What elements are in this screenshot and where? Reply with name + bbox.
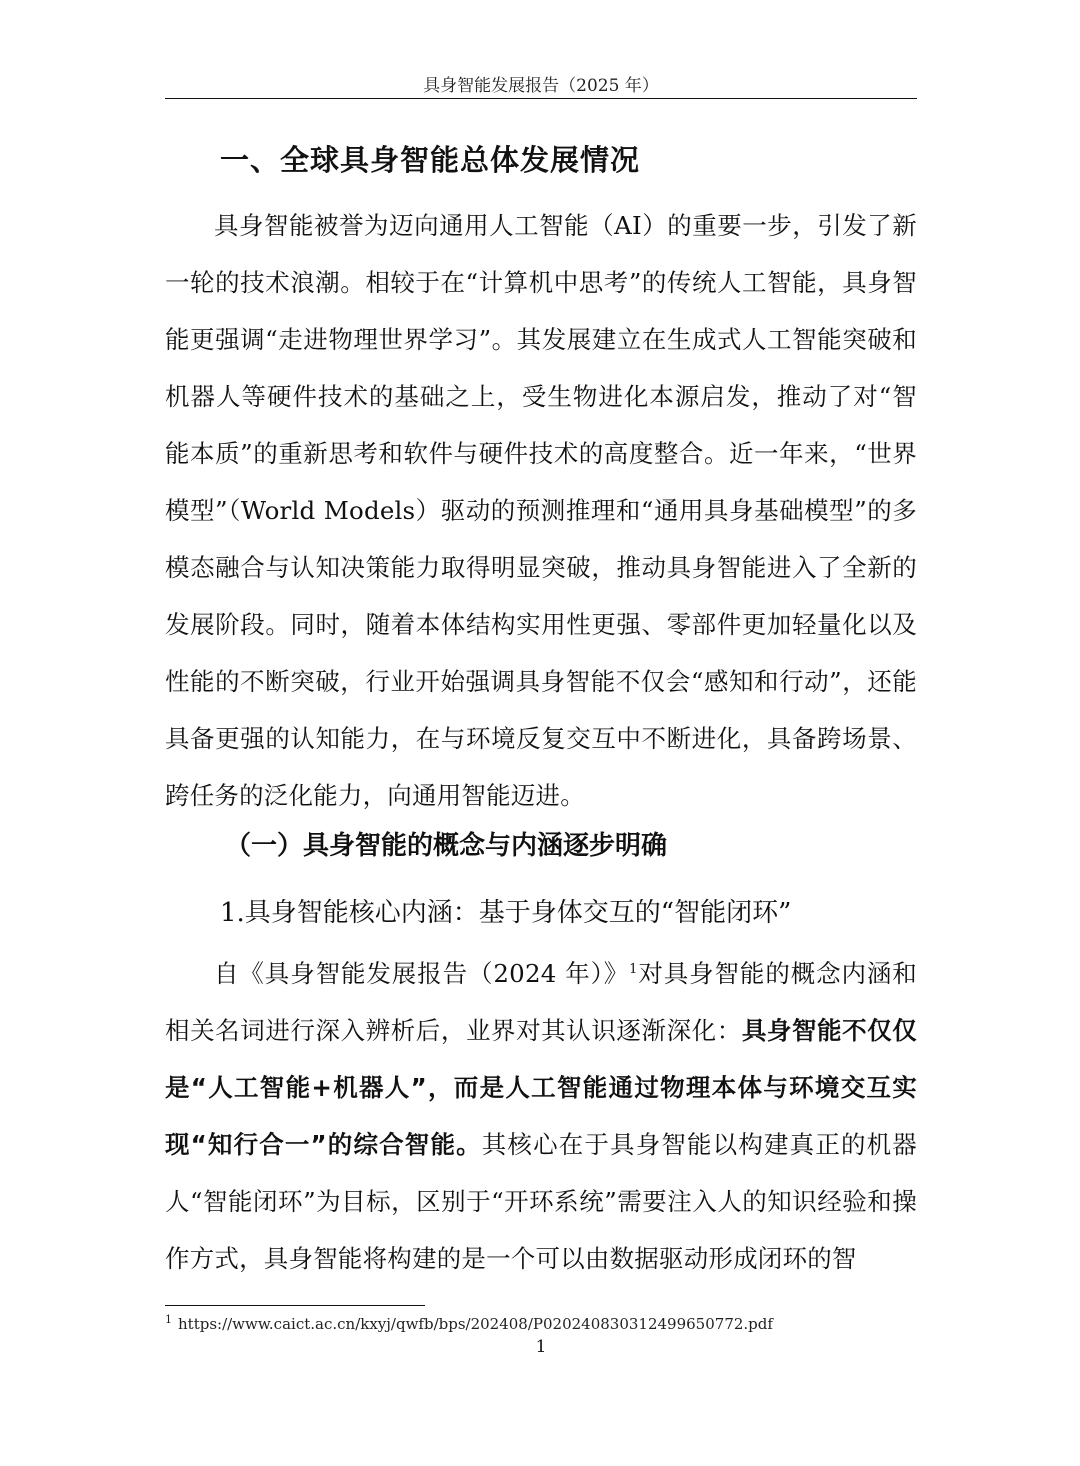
- paragraph-text-part1: 自《具身智能发展报告（2024 年）》: [214, 959, 630, 988]
- footnote-number: 1: [165, 1313, 172, 1326]
- page-number: 1: [535, 1337, 547, 1357]
- body-paragraph: [165, 945, 917, 1287]
- running-header: 具身智能发展报告（2025 年）: [423, 76, 659, 96]
- footnote: [165, 1314, 925, 1334]
- footnote-link[interactable]: https://www.caict.ac.cn/kxyj/qwfb/bps/202408/P020240830312499650772.pdf: [178, 1315, 773, 1333]
- paragraph-bold-text: 具身智能不仅仅是“人工智能+机器人”，而是人工智能通过物理本体与环境交互实现“知行合一”的综合智能。: [165, 1016, 917, 1159]
- subsection-heading: （一）具身智能的概念与内涵逐步明确: [225, 831, 668, 861]
- section-heading: 一、全球具身智能总体发展情况: [220, 143, 641, 177]
- intro-paragraph: 具身智能被誉为迈向通用人工智能（AI）的重要一步，引发了新一轮的技术浪潮。相较于在“计算机中思考”的传统人工智能，具身智能更强调“走进物理世界学习”。其发展建立在生成式人工智能突破和机器人等硬件技术的基础之上，受生物进化本源启发，推动了对“智能本质”的重新思考和软件与硬件技术的高度整合。近一年来，“世界模型”（World Models）驱动的预测推理和“通用具身基础模型”的多模态融合与认知决策能力取得明显突破，推动具身智能进入了全新的发展阶段。同时，随着本体结构实用性更强、零部件更加轻量化以及性能的不断突破，行业开始强调具身智能不仅会“感知和行动”，还能具备更强的认知能力，在与环境反复交互中不断进化，具备跨场景、跨任务的泛化能力，向通用智能迈进。: [165, 211, 917, 810]
- header-divider: [165, 98, 917, 99]
- footnote-divider: [165, 1305, 425, 1306]
- item-heading: 1.具身智能核心内涵：基于身体交互的“智能闭环”: [220, 898, 792, 928]
- paragraph-text-part3: 其核心在于具身智能以构建真正的机器人“智能闭环”为目标，区别于“开环系统”需要注入人的知识经验和操作方式，具身智能将构建的是一个可以由数据驱动形成闭环的智: [165, 1130, 917, 1273]
- paragraph-text-part2: 对具身智能的概念内涵和相关名词进行深入辨析后，业界对其认识逐渐深化：: [165, 959, 918, 1045]
- footnote-reference[interactable]: 1: [629, 961, 638, 977]
